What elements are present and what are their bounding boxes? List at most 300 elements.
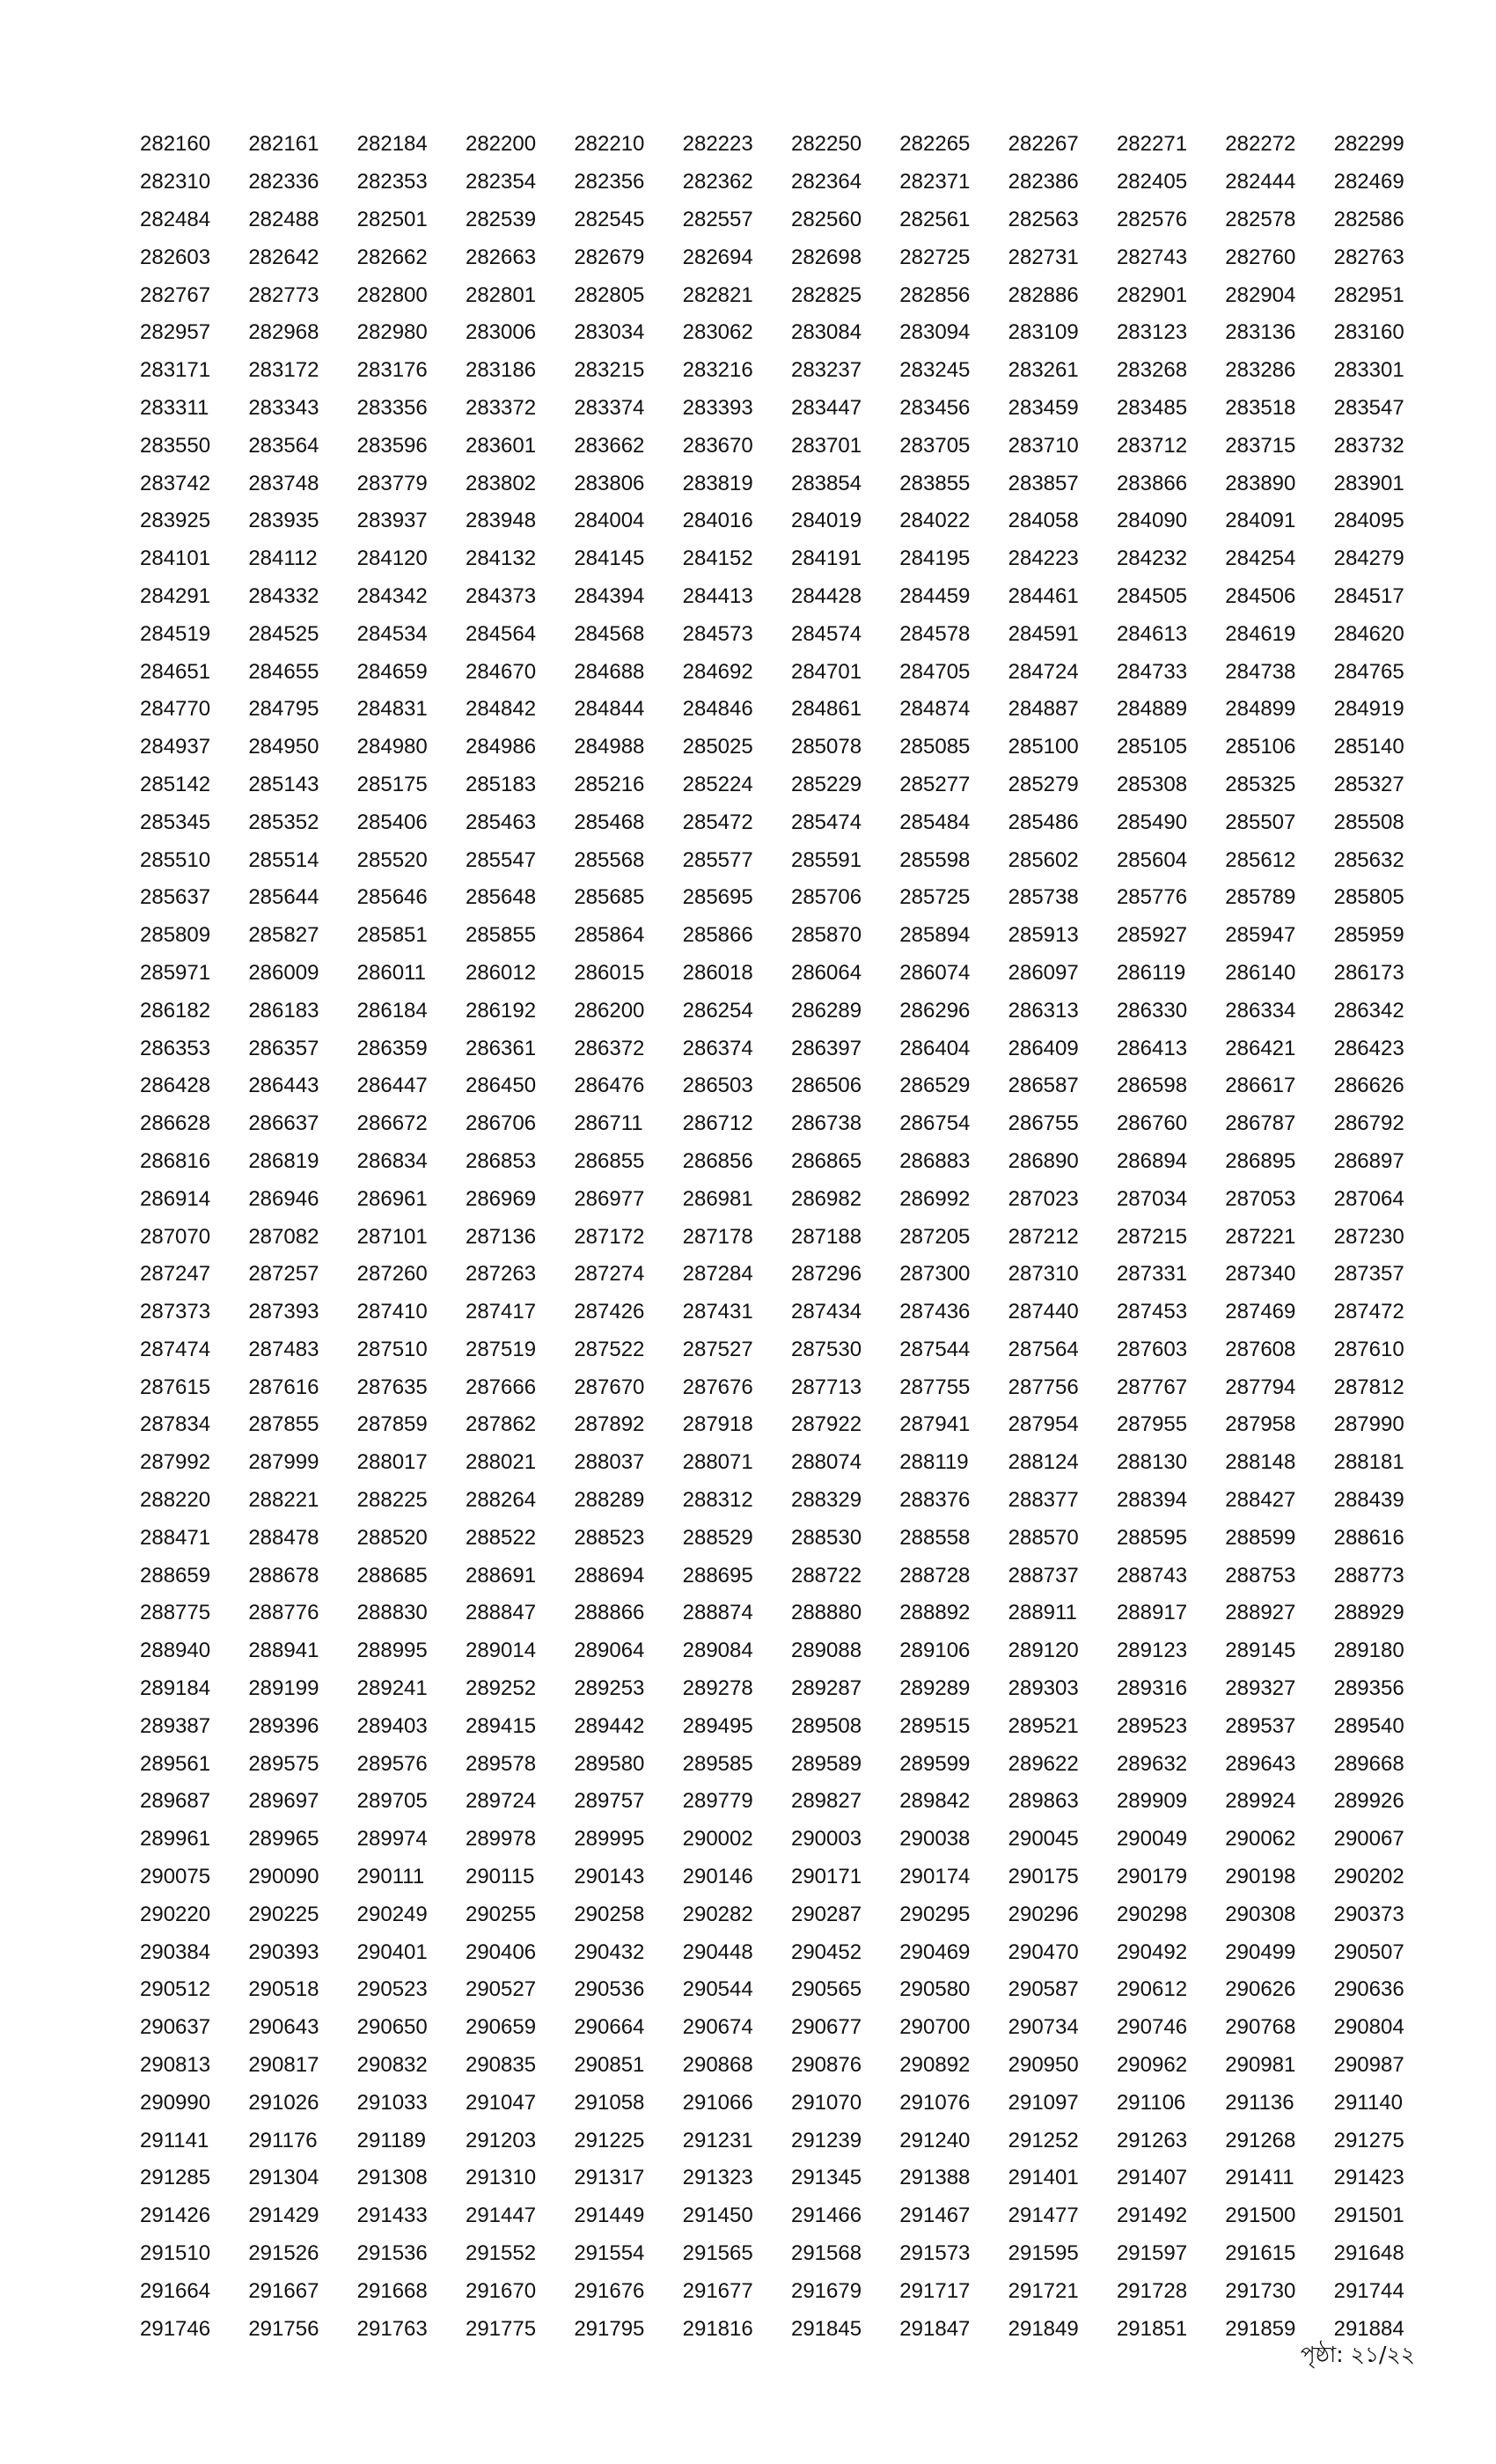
roll-number: 291429: [248, 2204, 319, 2228]
roll-number: 286834: [356, 1148, 428, 1173]
roll-number: 288074: [790, 1450, 862, 1475]
roll-number: 284692: [682, 659, 753, 684]
roll-number: 287483: [248, 1337, 319, 1361]
roll-number: 291310: [465, 2166, 537, 2190]
roll-number: 287603: [1116, 1337, 1188, 1361]
roll-number: 282980: [356, 320, 428, 345]
roll-number: 290813: [140, 2053, 211, 2078]
roll-number: 283712: [1116, 433, 1188, 458]
roll-number: 290587: [1008, 1977, 1079, 2002]
roll-number: 285894: [899, 923, 971, 948]
roll-number: 284950: [248, 735, 319, 759]
roll-number: 286313: [1008, 998, 1079, 1023]
roll-number: 289180: [1333, 1639, 1404, 1663]
roll-number: 284519: [140, 621, 211, 646]
roll-number: 291849: [1008, 2316, 1079, 2341]
roll-number: 284120: [356, 546, 428, 571]
roll-number: 282801: [465, 282, 537, 307]
roll-number: 291176: [248, 2128, 318, 2152]
roll-number: 285725: [899, 885, 971, 910]
roll-number: 285612: [1225, 847, 1296, 872]
roll-number: 290536: [574, 1977, 645, 2002]
roll-number: 291676: [574, 2278, 645, 2303]
roll-number: 284573: [682, 621, 753, 646]
roll-number: 289442: [574, 1713, 645, 1738]
roll-number: 283286: [1225, 358, 1296, 383]
roll-number: 288995: [356, 1639, 428, 1663]
roll-number: 286015: [574, 960, 645, 985]
roll-number: 283374: [574, 395, 645, 420]
roll-number: 290295: [899, 1902, 971, 1926]
roll-number: 282725: [899, 245, 971, 269]
roll-number: 285279: [1008, 772, 1079, 796]
roll-number: 285776: [1116, 885, 1188, 910]
roll-number: 284279: [1333, 546, 1404, 571]
roll-number: 287373: [140, 1300, 211, 1324]
roll-number: 287417: [465, 1300, 537, 1324]
roll-number: 285598: [899, 847, 971, 872]
roll-number: 290175: [1008, 1865, 1079, 1889]
roll-number: 282662: [356, 245, 428, 269]
roll-number: 290523: [356, 1977, 428, 2002]
roll-number: 282250: [790, 132, 862, 157]
roll-number: 283123: [1116, 320, 1188, 345]
roll-number: 289278: [682, 1676, 753, 1701]
roll-number: 285078: [790, 735, 862, 759]
roll-number: 291500: [1225, 2204, 1296, 2228]
roll-number: 289687: [140, 1789, 211, 1814]
roll-number: 283854: [790, 471, 862, 495]
roll-number: 286529: [899, 1074, 971, 1098]
roll-number: 287958: [1225, 1412, 1296, 1437]
roll-number: 289724: [465, 1789, 537, 1814]
roll-number: 286895: [1225, 1148, 1296, 1173]
roll-number: 282856: [899, 282, 971, 307]
roll-number: 283343: [248, 395, 319, 420]
roll-number: 284659: [356, 659, 428, 684]
roll-number: 291859: [1225, 2316, 1296, 2341]
roll-number: 282731: [1008, 245, 1079, 269]
roll-number: 291189: [356, 2128, 426, 2152]
roll-number: 290507: [1333, 1940, 1404, 1964]
number-row: [140, 1632, 1442, 1670]
roll-number: 283742: [140, 471, 211, 495]
roll-number: 287453: [1116, 1300, 1188, 1324]
roll-number: 289508: [790, 1713, 862, 1738]
roll-number: 283261: [1008, 358, 1079, 383]
roll-number: 291510: [140, 2241, 211, 2266]
roll-number: 286992: [899, 1186, 971, 1211]
roll-number: 282825: [790, 282, 862, 307]
roll-number: 288880: [790, 1601, 862, 1625]
roll-number: 291670: [465, 2278, 537, 2303]
roll-number: 285695: [682, 885, 753, 910]
roll-number: 283456: [899, 395, 971, 420]
roll-number: 285520: [356, 847, 428, 872]
roll-number: 288394: [1116, 1488, 1188, 1513]
roll-number: 284846: [682, 697, 753, 722]
roll-number: 285591: [790, 847, 862, 872]
roll-number: 282951: [1333, 282, 1404, 307]
roll-number: 291565: [682, 2241, 753, 2266]
roll-number: 288289: [574, 1488, 645, 1513]
roll-number: 286506: [790, 1074, 862, 1098]
roll-number: 290406: [465, 1940, 537, 1964]
roll-number: 288427: [1225, 1488, 1296, 1513]
number-row: [140, 427, 1442, 465]
roll-number: 290851: [574, 2053, 645, 2078]
roll-number: 288329: [790, 1488, 862, 1513]
roll-number: 289578: [465, 1751, 537, 1776]
roll-number: 290067: [1333, 1827, 1404, 1852]
roll-number: 285216: [574, 772, 645, 796]
roll-number: 284765: [1333, 659, 1404, 684]
roll-number: 286359: [356, 1036, 428, 1060]
roll-number: 282968: [248, 320, 319, 345]
roll-number: 289523: [1116, 1713, 1188, 1738]
roll-number: 284101: [140, 546, 211, 571]
roll-number: 290817: [248, 2053, 319, 2078]
roll-number: 286856: [682, 1148, 753, 1173]
roll-number: 285229: [790, 772, 862, 796]
number-row: [140, 766, 1442, 804]
roll-number: 288599: [1225, 1525, 1296, 1550]
roll-number: 283890: [1225, 471, 1296, 495]
roll-number: 286626: [1333, 1074, 1404, 1098]
roll-number: 283459: [1008, 395, 1079, 420]
roll-number: 282763: [1333, 245, 1404, 269]
roll-number: 287794: [1225, 1375, 1296, 1399]
roll-number: 288743: [1116, 1563, 1188, 1588]
roll-number: 285646: [356, 885, 428, 910]
roll-number: 289580: [574, 1751, 645, 1776]
roll-number: 286119: [1116, 960, 1186, 985]
roll-number: 291845: [790, 2316, 862, 2341]
roll-number: 284505: [1116, 583, 1188, 608]
roll-number: 286184: [356, 998, 428, 1023]
number-row: [140, 1294, 1442, 1331]
roll-number: 282267: [1008, 132, 1079, 157]
roll-number: 287136: [465, 1224, 537, 1249]
roll-number: 289842: [899, 1789, 971, 1814]
roll-number: 290255: [465, 1902, 537, 1926]
roll-number: 286819: [248, 1148, 319, 1173]
roll-number: 291097: [1008, 2090, 1079, 2115]
roll-number: 285463: [465, 810, 537, 834]
roll-number: 282364: [790, 170, 862, 194]
roll-number: 287527: [682, 1337, 753, 1361]
roll-number: 291536: [356, 2241, 428, 2266]
roll-number: 282271: [1116, 132, 1188, 157]
roll-number: 291076: [899, 2090, 971, 2115]
roll-number: 283819: [682, 471, 753, 495]
roll-number: 282642: [248, 245, 319, 269]
roll-number: 289088: [790, 1639, 862, 1663]
roll-number: 287188: [790, 1224, 862, 1249]
roll-number: 290062: [1225, 1827, 1296, 1852]
roll-number: 284461: [1008, 583, 1079, 608]
roll-number: 286182: [140, 998, 211, 1023]
roll-number: 282698: [790, 245, 862, 269]
roll-number: 287941: [899, 1412, 971, 1437]
roll-number: 282694: [682, 245, 753, 269]
roll-number: 288119: [899, 1450, 969, 1475]
roll-number: 287101: [356, 1224, 428, 1249]
roll-number: 283062: [682, 320, 753, 345]
roll-number: 287855: [248, 1412, 319, 1437]
roll-number: 283109: [1008, 320, 1079, 345]
number-row: [140, 1444, 1442, 1482]
roll-number: 284095: [1333, 509, 1404, 533]
roll-number: 285547: [465, 847, 537, 872]
roll-number: 284019: [790, 509, 862, 533]
roll-number: 290249: [356, 1902, 428, 1926]
roll-number: 283311: [140, 395, 209, 420]
roll-number: 283301: [1333, 358, 1404, 383]
roll-number: 290003: [790, 1827, 862, 1852]
roll-number: 289576: [356, 1751, 428, 1776]
roll-number: 290637: [140, 2015, 211, 2040]
roll-number: 283518: [1225, 395, 1296, 420]
roll-number: 291231: [682, 2128, 753, 2152]
roll-number: 282904: [1225, 282, 1296, 307]
roll-number: 291285: [140, 2166, 211, 2190]
number-row: [140, 390, 1442, 428]
roll-number: 288685: [356, 1563, 428, 1588]
roll-number: 290220: [140, 1902, 211, 1926]
roll-number: 289145: [1225, 1639, 1296, 1663]
roll-number: 288520: [356, 1525, 428, 1550]
roll-number: 283948: [465, 509, 537, 533]
roll-number: 284058: [1008, 509, 1079, 533]
roll-number: 283701: [790, 433, 862, 458]
roll-number: 289585: [682, 1751, 753, 1776]
roll-number: 282356: [574, 170, 645, 194]
roll-number: 283779: [356, 471, 428, 495]
roll-number: 291058: [574, 2090, 645, 2115]
roll-number: 290393: [248, 1940, 319, 1964]
roll-number: 286374: [682, 1036, 753, 1060]
roll-number: 287064: [1333, 1186, 1404, 1211]
roll-number: 284988: [574, 735, 645, 759]
roll-number: 290448: [682, 1940, 753, 1964]
roll-number: 289697: [248, 1789, 319, 1814]
roll-number: 286914: [140, 1186, 211, 1211]
roll-number: 288225: [356, 1488, 428, 1513]
roll-number: 290287: [790, 1902, 862, 1926]
roll-number: 282184: [356, 132, 428, 157]
number-row: [140, 841, 1442, 879]
number-row: [140, 729, 1442, 766]
roll-number: 290174: [899, 1865, 971, 1889]
roll-number: 287756: [1008, 1375, 1079, 1399]
roll-number: 286018: [682, 960, 753, 985]
roll-number: 290111: [356, 1865, 425, 1889]
roll-number: 288471: [140, 1525, 211, 1550]
roll-number: 290202: [1333, 1865, 1404, 1889]
roll-number: 290296: [1008, 1902, 1079, 1926]
roll-number: 283748: [248, 471, 319, 495]
roll-number: 286982: [790, 1186, 862, 1211]
roll-number: 290987: [1333, 2053, 1404, 2078]
roll-number: 291554: [574, 2241, 645, 2266]
roll-number: 286450: [465, 1074, 537, 1098]
roll-number: 285143: [248, 772, 319, 796]
roll-number: 284980: [356, 735, 428, 759]
roll-number: 282539: [465, 207, 537, 231]
roll-number: 285105: [1116, 735, 1188, 759]
roll-number: 286617: [1225, 1074, 1296, 1098]
roll-number: 287296: [790, 1262, 862, 1287]
roll-number: 282563: [1008, 207, 1079, 231]
roll-number: 283601: [465, 433, 537, 458]
roll-number: 287610: [1333, 1337, 1404, 1361]
roll-number: 288148: [1225, 1450, 1296, 1475]
roll-number: 291345: [790, 2166, 862, 2190]
roll-number: 284506: [1225, 583, 1296, 608]
number-row: [140, 1670, 1442, 1708]
roll-number: 287544: [899, 1337, 971, 1361]
roll-number: 282586: [1333, 207, 1404, 231]
roll-number: 289589: [790, 1751, 862, 1776]
roll-number: 291492: [1116, 2204, 1188, 2228]
number-row: [140, 2310, 1442, 2348]
roll-number: 285484: [899, 810, 971, 834]
roll-number: 285474: [790, 810, 862, 834]
roll-number: 291106: [1116, 2090, 1186, 2115]
number-row: [140, 126, 1442, 164]
roll-number: 288312: [682, 1488, 753, 1513]
roll-number: 285789: [1225, 885, 1296, 910]
roll-number: 286443: [248, 1074, 319, 1098]
roll-number: 284145: [574, 546, 645, 571]
roll-number: 284574: [790, 621, 862, 646]
roll-number: 286404: [899, 1036, 971, 1060]
roll-number: 282560: [790, 207, 862, 231]
number-row: [140, 1557, 1442, 1595]
roll-number: 286755: [1008, 1111, 1079, 1136]
roll-number: 291317: [574, 2166, 645, 2190]
roll-number: 282603: [140, 245, 211, 269]
roll-number: 291526: [248, 2241, 319, 2266]
roll-number: 287992: [140, 1450, 211, 1475]
roll-number: 285971: [140, 960, 211, 985]
roll-number: 285577: [682, 847, 753, 872]
roll-number: 291225: [574, 2128, 645, 2152]
roll-number: 288558: [899, 1525, 971, 1550]
roll-number: 288830: [356, 1601, 428, 1625]
roll-number: 289926: [1333, 1789, 1404, 1814]
roll-number: 291756: [248, 2316, 319, 2341]
roll-number: 291667: [248, 2278, 319, 2303]
roll-number: 282743: [1116, 245, 1188, 269]
roll-number: 289705: [356, 1789, 428, 1814]
number-row: [140, 955, 1442, 993]
roll-number: 291047: [465, 2090, 537, 2115]
number-row: [140, 2235, 1442, 2273]
roll-number: 285568: [574, 847, 645, 872]
roll-number: 288694: [574, 1563, 645, 1588]
roll-number: 291795: [574, 2316, 645, 2341]
roll-number: 282223: [682, 132, 753, 157]
roll-number: 287263: [465, 1262, 537, 1287]
number-row: [140, 1745, 1442, 1783]
roll-number: 282161: [248, 132, 319, 157]
number-row: [140, 2160, 1442, 2197]
roll-number: 287955: [1116, 1412, 1188, 1437]
roll-number: 289668: [1333, 1751, 1404, 1776]
roll-number: 291477: [1008, 2204, 1079, 2228]
roll-number: 290626: [1225, 1977, 1296, 2002]
roll-number: 288021: [465, 1450, 537, 1475]
roll-number: 289632: [1116, 1751, 1188, 1776]
roll-number: 282576: [1116, 207, 1188, 231]
roll-number: 286760: [1116, 1111, 1188, 1136]
roll-number: 291450: [682, 2204, 753, 2228]
roll-number: 284986: [465, 735, 537, 759]
roll-number: 290298: [1116, 1902, 1188, 1926]
roll-number: 286173: [1333, 960, 1404, 985]
roll-number: 286969: [465, 1186, 537, 1211]
number-row: [140, 691, 1442, 729]
roll-number: 289495: [682, 1713, 753, 1738]
roll-number: 288017: [356, 1450, 428, 1475]
roll-number: 286296: [899, 998, 971, 1023]
roll-number: 289387: [140, 1713, 211, 1738]
number-row: [140, 1933, 1442, 1971]
roll-number: 283160: [1333, 320, 1404, 345]
roll-number: 287474: [140, 1337, 211, 1361]
roll-number: 287767: [1116, 1375, 1188, 1399]
roll-number: 287260: [356, 1262, 428, 1287]
roll-number: 283802: [465, 471, 537, 495]
roll-number: 290499: [1225, 1940, 1296, 1964]
roll-number: 291851: [1116, 2316, 1188, 2341]
roll-number: 288695: [682, 1563, 753, 1588]
roll-number: 286883: [899, 1148, 971, 1173]
roll-number: 284090: [1116, 509, 1188, 533]
number-row: [140, 1105, 1442, 1143]
roll-number: 287172: [574, 1224, 645, 1249]
roll-number: 286961: [356, 1186, 428, 1211]
roll-number: 282405: [1116, 170, 1188, 194]
roll-number: 284413: [682, 583, 753, 608]
roll-number: 291721: [1008, 2278, 1079, 2303]
roll-number: 291323: [682, 2166, 753, 2190]
roll-number: 289540: [1333, 1713, 1404, 1738]
roll-number: 286977: [574, 1186, 645, 1211]
number-row: [140, 1368, 1442, 1406]
roll-number: 284919: [1333, 697, 1404, 722]
roll-number: 291447: [465, 2204, 537, 2228]
roll-number: 289241: [356, 1676, 428, 1701]
roll-number: 285142: [140, 772, 211, 796]
roll-number: 284795: [248, 697, 319, 722]
roll-number: 284428: [790, 583, 862, 608]
roll-number: 288570: [1008, 1525, 1079, 1550]
number-grid: [140, 126, 1442, 2348]
roll-number: 283937: [356, 509, 428, 533]
roll-number: 286503: [682, 1074, 753, 1098]
roll-number: 282386: [1008, 170, 1079, 194]
roll-number: 290580: [899, 1977, 971, 2002]
roll-number: 288181: [1333, 1450, 1404, 1475]
roll-number: 283670: [682, 433, 753, 458]
roll-number: 282901: [1116, 282, 1188, 307]
roll-number: 285864: [574, 923, 645, 948]
roll-number: 290677: [790, 2015, 862, 2040]
number-row: [140, 502, 1442, 540]
